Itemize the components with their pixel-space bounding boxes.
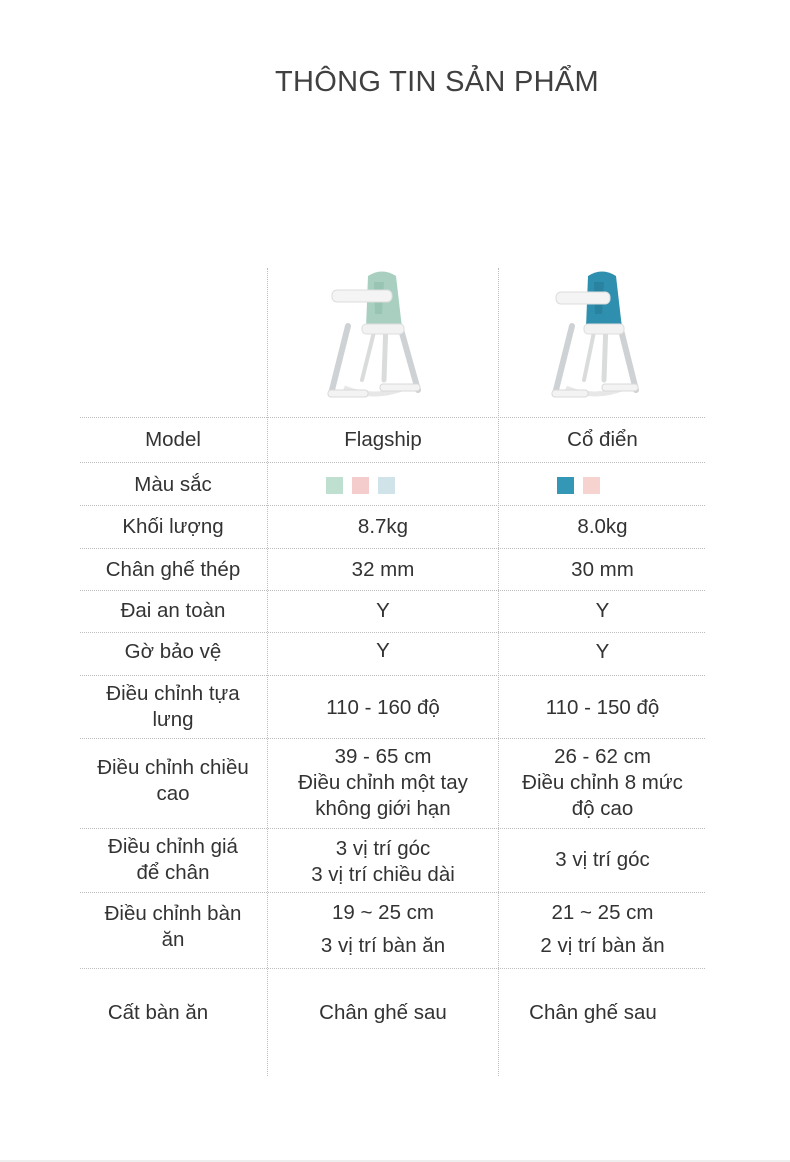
high-chair-teal-icon [544,268,644,410]
flagship-footrest: 3 vị trí góc 3 vị trí chiều dài [311,837,455,886]
label-tray: Điều chỉnh bàn ăn [104,902,242,951]
classic-backrest: 110 - 150 độ [545,696,660,719]
classic-footrest: 3 vị trí góc [555,848,650,871]
label-color: Màu sắc [134,473,212,496]
label-height: Điều chỉnh chiều cao [97,756,249,805]
color-swatch [352,477,369,494]
classic-colors [500,463,705,507]
label-weight: Khối lượng [122,515,224,538]
flagship-weight: 8.7kg [357,515,409,538]
color-swatch [378,477,395,494]
label-backrest: Điều chỉnh tựa lưng [106,682,240,731]
label-footrest: Điều chỉnh giá để chân [108,835,238,884]
flagship-tray: 19 ~ 25 cm 3 vị trí bàn ăn [320,901,446,957]
label-model: Model [145,428,201,451]
flagship-guard-bar: Y [376,639,390,662]
flagship-safety-belt: Y [376,599,390,622]
label-tray-storage: Cất bàn ăn [107,1001,209,1024]
label-leg-tube: Chân ghế thép [105,558,241,581]
classic-guard-bar: Y [595,640,610,663]
classic-safety-belt: Y [595,599,610,622]
flagship-backrest: 110 - 160 độ [326,696,440,719]
color-swatch [557,477,574,494]
classic-tray-storage: Chân ghế sau [529,1001,657,1024]
label-guard-bar: Gờ bảo vệ [124,640,222,663]
color-swatch [326,477,343,494]
classic-weight: 8.0kg [577,515,628,538]
label-safety-belt: Đai an toàn [120,599,226,622]
column-divider [498,268,499,1076]
classic-leg-tube: 30 mm [571,558,634,581]
classic-height: 26 - 62 cm Điều chỉnh 8 mức độ cao [522,745,683,820]
flagship-leg-tube: 32 mm [351,558,415,581]
flagship-model: Flagship [344,428,422,451]
page-title: THÔNG TIN SẢN PHẨM [275,66,599,98]
flagship-tray-storage: Chân ghế sau [319,1001,447,1024]
color-swatch [583,477,600,494]
high-chair-mint-icon [318,268,430,410]
classic-tray: 21 ~ 25 cm 2 vị trí bàn ăn [540,901,665,957]
classic-model: Cổ điển [567,428,638,451]
flagship-height: 39 - 65 cm Điều chỉnh một tay không giới hạn [298,745,468,820]
row-divider [80,968,705,969]
flagship-colors [268,463,498,507]
